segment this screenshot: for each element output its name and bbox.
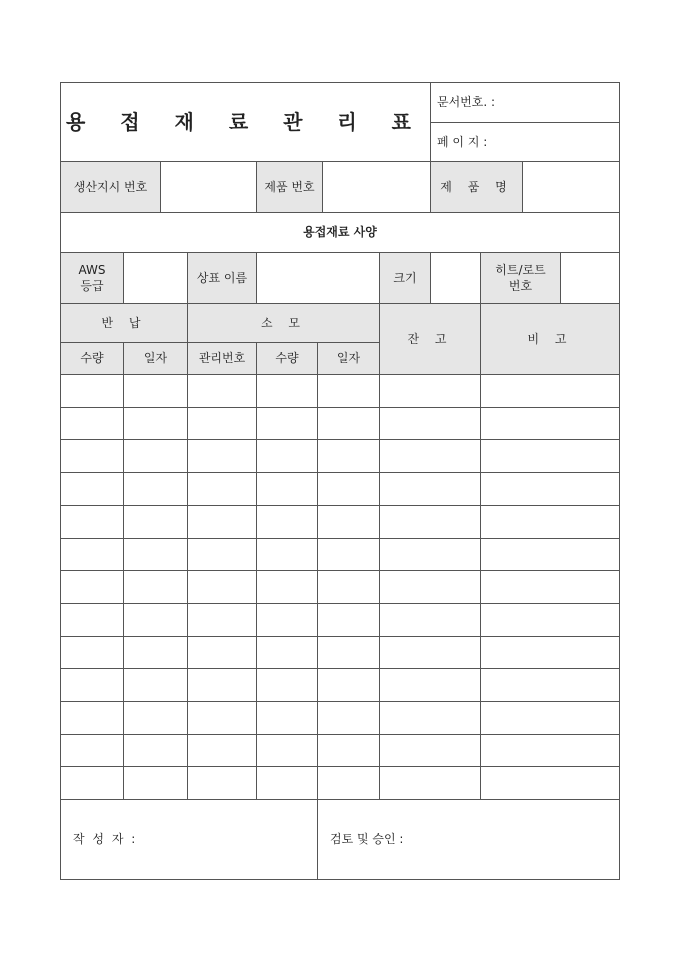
balance-cell[interactable] <box>379 668 481 702</box>
receipt-qty-cell[interactable] <box>60 538 124 571</box>
balance-cell[interactable] <box>379 439 481 473</box>
size-label: 크기 <box>379 252 431 304</box>
consume-qty-cell[interactable] <box>256 766 318 800</box>
consume-date-cell[interactable] <box>317 374 380 408</box>
balance-cell[interactable] <box>379 603 481 637</box>
consume-qty-cell[interactable] <box>256 505 318 539</box>
remarks-header: 비 고 <box>480 303 620 375</box>
mgmt-no-cell[interactable] <box>187 668 257 702</box>
receipt-qty-cell[interactable] <box>60 472 124 506</box>
receipt-date-cell[interactable] <box>123 505 188 539</box>
mgmt-no-cell[interactable] <box>187 407 257 440</box>
balance-cell[interactable] <box>379 570 481 604</box>
remarks-cell[interactable] <box>480 766 620 800</box>
remarks-cell[interactable] <box>480 701 620 735</box>
mgmt-no-cell[interactable] <box>187 766 257 800</box>
mgmt-no-cell[interactable] <box>187 603 257 637</box>
receipt-date-cell[interactable] <box>123 636 188 669</box>
aws-grade-label: AWS 등급 <box>60 252 124 304</box>
remarks-cell[interactable] <box>480 668 620 702</box>
remarks-cell[interactable] <box>480 570 620 604</box>
balance-cell[interactable] <box>379 734 481 767</box>
form-title: 용 접 재 료 관 리 표 <box>60 82 431 162</box>
consume-qty-cell[interactable] <box>256 734 318 767</box>
consume-date-cell[interactable] <box>317 570 380 604</box>
receipt-qty-cell[interactable] <box>60 766 124 800</box>
mgmt-no-cell[interactable] <box>187 701 257 735</box>
spec-title: 용접재료 사양 <box>60 212 620 253</box>
receipt-qty-cell[interactable] <box>60 407 124 440</box>
receipt-date-cell[interactable] <box>123 734 188 767</box>
consume-qty-cell[interactable] <box>256 701 318 735</box>
consume-date-cell[interactable] <box>317 668 380 702</box>
receipt-qty-cell[interactable] <box>60 603 124 637</box>
work-order-label: 생산지시 번호 <box>60 161 161 213</box>
receipt-qty-cell[interactable] <box>60 439 124 473</box>
receipt-qty-cell[interactable] <box>60 374 124 408</box>
size-value[interactable] <box>430 252 481 304</box>
receipt-qty-cell[interactable] <box>60 505 124 539</box>
remarks-cell[interactable] <box>480 636 620 669</box>
consume-date-cell[interactable] <box>317 472 380 506</box>
receipt-date-cell[interactable] <box>123 407 188 440</box>
receipt-qty-cell[interactable] <box>60 570 124 604</box>
balance-cell[interactable] <box>379 701 481 735</box>
consumption-group-header: 소 모 <box>187 303 380 343</box>
work-order-value[interactable] <box>160 161 257 213</box>
receipt-qty-cell[interactable] <box>60 701 124 735</box>
receipt-date-cell[interactable] <box>123 701 188 735</box>
consume-date-cell[interactable] <box>317 439 380 473</box>
consume-date-cell[interactable] <box>317 603 380 637</box>
consume-qty-cell[interactable] <box>256 374 318 408</box>
receipt-date-cell[interactable] <box>123 374 188 408</box>
mgmt-no-cell[interactable] <box>187 472 257 506</box>
welding-material-form <box>60 82 620 880</box>
remarks-cell[interactable] <box>480 603 620 637</box>
mgmt-no-cell[interactable] <box>187 538 257 571</box>
doc-no-field[interactable]: 문서번호. : <box>430 82 620 123</box>
product-no-value[interactable] <box>322 161 431 213</box>
remarks-cell[interactable] <box>480 439 620 473</box>
review-approval-field[interactable]: 검토 및 승인 : <box>317 799 620 880</box>
consume-qty-cell[interactable] <box>256 570 318 604</box>
mgmt-no-cell[interactable] <box>187 505 257 539</box>
product-no-label: 제품 번호 <box>256 161 323 213</box>
consume-date-cell[interactable] <box>317 505 380 539</box>
mgmt-no-cell[interactable] <box>187 734 257 767</box>
mgmt-no-cell[interactable] <box>187 636 257 669</box>
receipt-qty-header: 수량 <box>60 342 124 375</box>
remarks-cell[interactable] <box>480 472 620 506</box>
remarks-cell[interactable] <box>480 734 620 767</box>
receipt-qty-cell[interactable] <box>60 636 124 669</box>
receipt-qty-cell[interactable] <box>60 668 124 702</box>
consume-qty-cell[interactable] <box>256 636 318 669</box>
balance-header: 잔 고 <box>379 303 481 375</box>
consume-qty-cell[interactable] <box>256 472 318 506</box>
receipt-date-cell[interactable] <box>123 570 188 604</box>
receipt-date-cell[interactable] <box>123 603 188 637</box>
receipt-date-cell[interactable] <box>123 668 188 702</box>
consume-date-cell[interactable] <box>317 636 380 669</box>
heat-lot-value[interactable] <box>560 252 620 304</box>
product-name-value[interactable] <box>522 161 620 213</box>
remarks-cell[interactable] <box>480 407 620 440</box>
mgmt-no-cell[interactable] <box>187 570 257 604</box>
mgmt-no-cell[interactable] <box>187 374 257 408</box>
consume-date-cell[interactable] <box>317 766 380 800</box>
brand-name-label: 상표 이름 <box>187 252 257 304</box>
remarks-cell[interactable] <box>480 505 620 539</box>
consume-qty-cell[interactable] <box>256 407 318 440</box>
aws-grade-value[interactable] <box>123 252 188 304</box>
receipt-group-header: 반 납 <box>60 303 188 343</box>
consume-date-cell[interactable] <box>317 407 380 440</box>
receipt-date-cell[interactable] <box>123 439 188 473</box>
consume-date-cell[interactable] <box>317 538 380 571</box>
consume-qty-cell[interactable] <box>256 439 318 473</box>
receipt-qty-cell[interactable] <box>60 734 124 767</box>
receipt-date-cell[interactable] <box>123 538 188 571</box>
page-field[interactable]: 페 이 지 : <box>430 122 620 162</box>
balance-cell[interactable] <box>379 407 481 440</box>
consume-qty-cell[interactable] <box>256 538 318 571</box>
balance-cell[interactable] <box>379 472 481 506</box>
balance-cell[interactable] <box>379 505 481 539</box>
heat-lot-label: 히트/로트 번호 <box>480 252 561 304</box>
balance-cell[interactable] <box>379 374 481 408</box>
receipt-date-header: 일자 <box>123 342 188 375</box>
product-name-label: 제 품 명 <box>430 161 523 213</box>
balance-cell[interactable] <box>379 766 481 800</box>
remarks-cell[interactable] <box>480 374 620 408</box>
consume-date-cell[interactable] <box>317 734 380 767</box>
balance-cell[interactable] <box>379 636 481 669</box>
receipt-date-cell[interactable] <box>123 766 188 800</box>
consume-qty-cell[interactable] <box>256 603 318 637</box>
author-field[interactable]: 작 성 자 : <box>60 799 318 880</box>
remarks-cell[interactable] <box>480 538 620 571</box>
mgmt-no-header: 관리번호 <box>187 342 257 375</box>
consume-date-cell[interactable] <box>317 701 380 735</box>
receipt-date-cell[interactable] <box>123 472 188 506</box>
brand-name-value[interactable] <box>256 252 380 304</box>
balance-cell[interactable] <box>379 538 481 571</box>
consume-qty-cell[interactable] <box>256 668 318 702</box>
consume-qty-header: 수량 <box>256 342 318 375</box>
mgmt-no-cell[interactable] <box>187 439 257 473</box>
consume-date-header: 일자 <box>317 342 380 375</box>
